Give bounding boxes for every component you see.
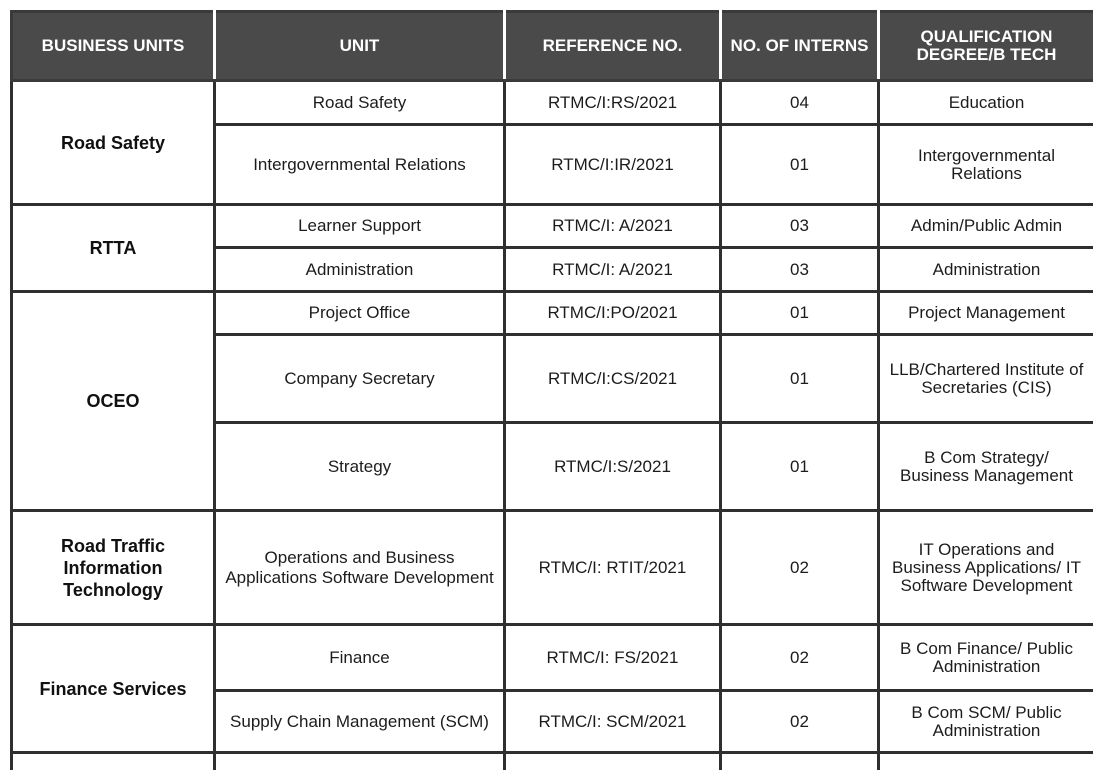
reference-cell: RTMC/I:CS/2021	[505, 335, 721, 423]
interns-table	[10, 10, 1093, 770]
interns-document	[10, 10, 1093, 770]
qualification-cell: Project Management	[879, 292, 1094, 335]
qualification-cell: B Com Strategy/ Business Management	[879, 423, 1094, 511]
table-row	[12, 753, 1094, 770]
unit-cell: Supply Chain Management (SCM)	[215, 691, 505, 753]
unit-cell: Learner Support	[215, 205, 505, 248]
empty-cell	[721, 753, 879, 770]
reference-cell: RTMC/I:S/2021	[505, 423, 721, 511]
reference-cell: RTMC/I: FS/2021	[505, 625, 721, 691]
header-no-of-interns: NO. OF INTERNS	[721, 12, 879, 81]
table-body	[12, 81, 1094, 770]
qualification-cell: Education	[879, 81, 1094, 125]
header-business-units: BUSINESS UNITS	[12, 12, 215, 81]
empty-cell	[215, 753, 505, 770]
qualification-cell: Intergovernmental Relations	[879, 125, 1094, 205]
unit-cell: Administration	[215, 248, 505, 292]
reference-cell: RTMC/I:IR/2021	[505, 125, 721, 205]
interns-count-cell: 01	[721, 423, 879, 511]
unit-cell: Project Office	[215, 292, 505, 335]
interns-count-cell: 02	[721, 691, 879, 753]
qualification-cell: IT Operations and Business Applications/ IT Software Development	[879, 511, 1094, 625]
reference-cell: RTMC/I:RS/2021	[505, 81, 721, 125]
reference-cell: RTMC/I: A/2021	[505, 205, 721, 248]
interns-count-cell: 03	[721, 248, 879, 292]
business-unit-cell: Finance Services	[12, 625, 215, 753]
reference-cell: RTMC/I:PO/2021	[505, 292, 721, 335]
unit-cell: Finance	[215, 625, 505, 691]
business-unit-cell: Road Safety	[12, 81, 215, 205]
header-qualification: QUALIFICATION DEGREE/B TECH	[879, 12, 1094, 81]
business-unit-cell: Road Traffic Information Technology	[12, 511, 215, 625]
unit-cell: Company Secretary	[215, 335, 505, 423]
qualification-cell: LLB/Chartered Institute of Secretaries (CIS)	[879, 335, 1094, 423]
table-row	[12, 625, 1094, 691]
interns-count-cell: 01	[721, 125, 879, 205]
empty-cell	[879, 753, 1094, 770]
interns-count-cell: 01	[721, 335, 879, 423]
qualification-cell: Administration	[879, 248, 1094, 292]
table-row	[12, 511, 1094, 625]
qualification-cell: B Com Finance/ Public Administration	[879, 625, 1094, 691]
reference-cell: RTMC/I: A/2021	[505, 248, 721, 292]
empty-cell	[12, 753, 215, 770]
unit-cell: Strategy	[215, 423, 505, 511]
table-row	[12, 205, 1094, 248]
table-row	[12, 292, 1094, 335]
interns-count-cell: 04	[721, 81, 879, 125]
reference-cell: RTMC/I: SCM/2021	[505, 691, 721, 753]
qualification-cell: Admin/Public Admin	[879, 205, 1094, 248]
business-unit-cell: RTTA	[12, 205, 215, 292]
unit-cell: Operations and Business Applications Software Development	[215, 511, 505, 625]
qualification-cell: B Com SCM/ Public Administration	[879, 691, 1094, 753]
unit-cell: Road Safety	[215, 81, 505, 125]
header-row	[12, 12, 1094, 81]
reference-cell: RTMC/I: RTIT/2021	[505, 511, 721, 625]
interns-count-cell: 02	[721, 511, 879, 625]
interns-count-cell: 03	[721, 205, 879, 248]
table-header	[12, 12, 1094, 81]
empty-cell	[505, 753, 721, 770]
header-reference-no: REFERENCE NO.	[505, 12, 721, 81]
interns-count-cell: 02	[721, 625, 879, 691]
interns-count-cell: 01	[721, 292, 879, 335]
unit-cell: Intergovernmental Relations	[215, 125, 505, 205]
header-unit: UNIT	[215, 12, 505, 81]
business-unit-cell: OCEO	[12, 292, 215, 511]
table-row	[12, 81, 1094, 125]
